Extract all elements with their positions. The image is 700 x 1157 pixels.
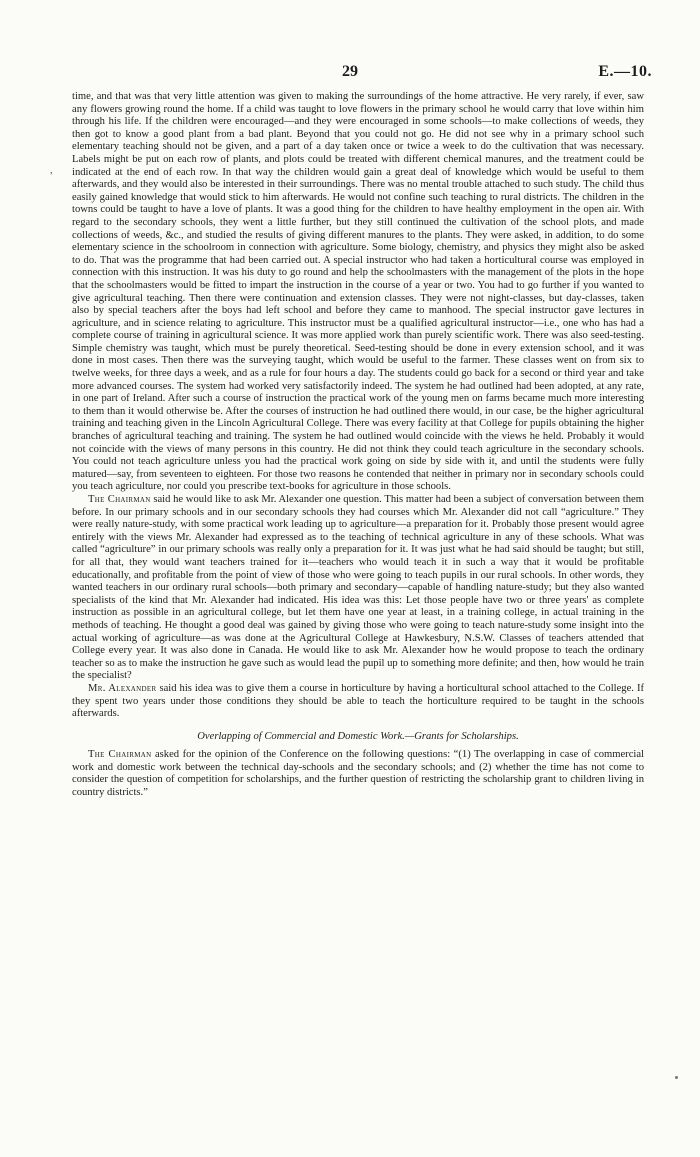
page-number: 29 bbox=[342, 63, 358, 80]
paragraph-closing bbox=[72, 749, 644, 799]
paragraph-text: time, and that was that very little attention was given to making the surroundings of the home attractive. He very rarely, if ever, saw any flowers growing round the home. If a child was taught to love flowers in the primary school he would carry that love within him through his life. If the children were encouraged—and they were encouraged in some schools—to make collections of weeds, they then got to know a good plant from a bad plant. Beyond that you could not go. He did not see why in a primary school such elementary teaching should not be given, and a part of a day taken once or twice a week to do the cultivation that was necessary. Labels might be put on each row of plants, and plots could be treated with different chemical manures, and the treatment could be indicated at the end of each row. In that way the children would gain a great deal of knowledge which would be useful to them afterwards, and they would also be interested in their surroundings. There was no mental trouble attached to such study. The child thus easily gained knowledge that would stick to him afterwards. He would not confine such teaching to rural districts. The children in the towns could be taught to have a love of plants. It was a good thing for the children to have healthy employment in the open air. With regard to the secondary schools, they went a little further, but they still continued the cultivation of the school plots, and made collections of weeds, &c., and studied the results of giving different manures to the plants. They were asked, in addition, to do some elementary science in the schoolroom in connection with agriculture. Some biology, chemistry, and physics they might also be asked to do. That was the programme that had been carried out. A special instructor who had taken a horticultural course was employed in connection with this instruction. It was his duty to go round and help the schoolmasters with the management of the plots in the hope that the schoolmasters would be fitted to impart the instruction in the course of a year or two. You had to go further if you wanted to give agricultural teaching. Then there were continuation and extension classes. They were not night-classes, but day-classes, taken also by special teachers after the boys had left school and before they came to manhood. The special instructor gave lectures in agriculture, and in science relating to agriculture. This instructor must be a qualified agricultural instructor—i.e., one who has had a complete course of training in agricultural science. It was more applied work than purely scientific work. There was also seed-testing. Simple chemistry was taught, which must be purely theoretical. Seed-testing should be done in every extension school, and it was done in most cases. Then there was the surveying taught, which would be useful to the farmer. These classes went on from six to twelve weeks, for three days a week, and as a rule for four hours a day. The students could go back for a second or third year and take more advanced courses. The system had worked very satisfactorily indeed. The system he had outlined had been adopted, at any rate, in one part of Ireland. After such a course of instruction the practical work of the young men on farms became much more interesting to them than it would otherwise be. After the courses of instruction he had outlined there would, in our case, be the higher agricultural training and teaching given in the Lincoln Agricultural College. There was every facility at that College for pupils obtaining the higher branches of agricultural teaching and training. The system he had outlined would coincide with the views he held. Probably it would not coincide with the views of many persons in this country. He did not think they could teach agriculture in the secondary schools. You could not teach agriculture unless you had the practical work going on side by side with it, and until the students were fully matured—say, from seventeen to eighteen. For those two reasons he contended that neither in primary nor in secondary schools could you teach agriculture, nor could you prescribe text-books for agriculture in those schools. bbox=[72, 91, 644, 493]
speaker-name: The Chairman bbox=[88, 494, 151, 505]
series-code: E.—10. bbox=[598, 63, 652, 80]
speaker-name: The Chairman bbox=[88, 749, 152, 761]
paragraph-text: said he would like to ask Mr. Alexander one question. This matter had been a subject of conversation between them before. In our primary schools and in our secondary schools they had courses which Mr. Alexander did not call “agriculture.” They were really nature-study, with some practical work leading up to agriculture—a preparation for it. Probably those present would agree entirely with the views Mr. Alexander had expressed as to the teaching of technical agriculture in any of these schools. What was called “agriculture” in our primary schools was really only a preparation for it. It was just what he had said should be taught; but still, for all that, they would want teachers trained for it—teachers who would teach it in such a way that it would be profitable educationally, and profitable from the point of view of those who were going to teach pupils in our rural schools. In other words, they wanted teachers in our ordinary rural schools—both primary and secondary—capable of handling nature-study; but they also wanted specialists of the kind that Mr. Alexander had indicated. His idea was this: Let those people have two or three years' as complete instruction as possible in an agricultural college, but let them have one year at least, in a training college, in actual training in the methods of teaching. He thought a good deal was gained by giving those who were going to teach nature-study some insight into the actual working of agriculture—as was done at the Agricultural College at Hawkesbury, N.S.W. Classes of teachers attended that College every year. It was also done in Canada. He would like to ask Mr. Alexander how he would propose to teach the ordinary teacher so as to make the instruction he gave such as would lead the pupil up to something more definite; and then, how would he train the specialist? bbox=[72, 494, 644, 682]
body-text bbox=[72, 91, 644, 800]
section-heading: Overlapping of Commercial and Domestic Work.—Grants for Scholarships. bbox=[197, 730, 519, 742]
paragraph-text: asked for the opinion of the Conference on the following questions: “(1) The overlapping in case of commercial work and domestic work between the technical day-schools and the secondary schools; and (2) whether the time has not come to consider the question of competition for scholarships, and the further question of restricting the scholarship grant to children living in country districts.” bbox=[72, 749, 644, 799]
paragraph-chairman-question bbox=[72, 494, 644, 683]
paragraph-text: said his idea was to give them a course in horticulture by having a horticultural school attached to the College. If they spent two years under those conditions they should be able to teach the horticulture required to be taught in the schools afterwards. bbox=[72, 682, 645, 720]
speaker-name: Mr. Alexander bbox=[88, 682, 157, 694]
paragraph-alexander-reply bbox=[72, 683, 644, 721]
margin-mark: , bbox=[50, 165, 53, 176]
scan-speck bbox=[675, 1076, 678, 1079]
paragraph-continuation bbox=[72, 91, 644, 494]
